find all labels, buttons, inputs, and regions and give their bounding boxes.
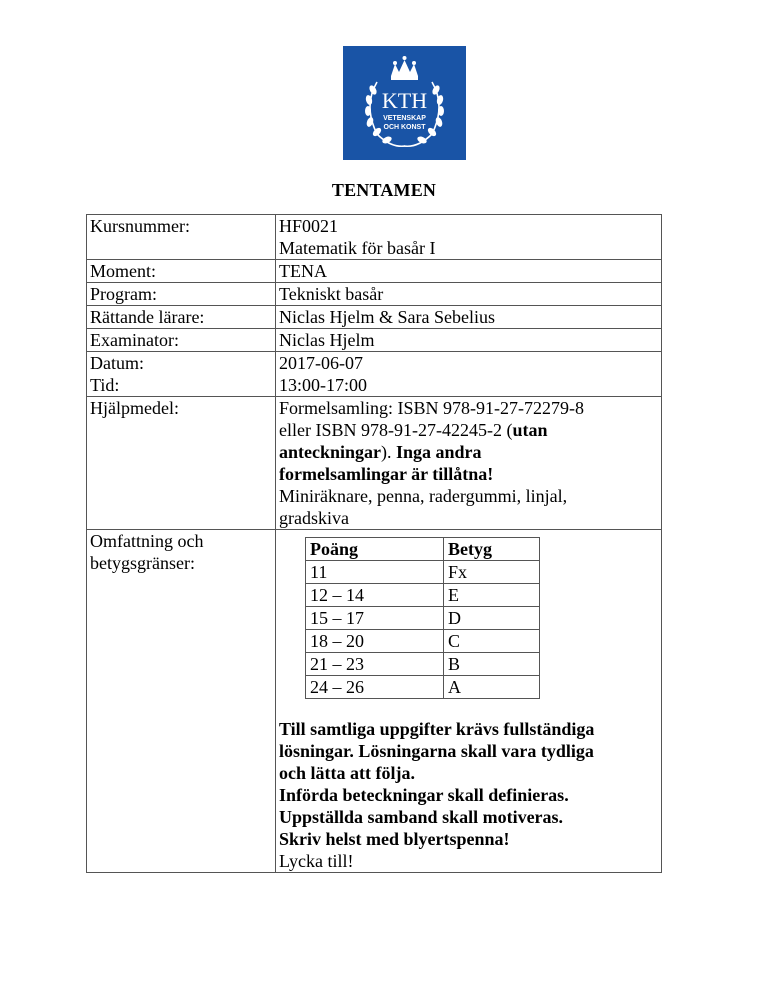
aids-line-2 — [279, 419, 657, 441]
course-name: Matematik för basår I — [279, 238, 436, 258]
table-row-examinator — [87, 329, 662, 352]
grade-row — [306, 584, 540, 607]
value-hjalpmedel — [276, 397, 662, 530]
logo-text-kth: KTH — [381, 88, 428, 113]
exam-info-table — [86, 214, 662, 873]
value-kurs — [276, 215, 662, 260]
value-examinator: Niclas Hjelm — [276, 329, 662, 352]
instruction-line: Uppställda samband skall motiveras. — [279, 807, 564, 827]
label-omfattning-2: betygsgränser: — [90, 553, 195, 573]
instruction-line: lösningar. Lösningarna skall vara tydliga — [279, 741, 594, 761]
grade-points: 24 – 26 — [306, 676, 444, 699]
label-program: Program: — [87, 283, 276, 306]
label-moment: Moment: — [87, 260, 276, 283]
label-examinator: Examinator: — [87, 329, 276, 352]
aids-line-4: formelsamlingar är tillåtna! — [279, 464, 494, 484]
page-title: TENTAMEN — [331, 180, 437, 200]
grade-header-grade-text: Betyg — [448, 539, 492, 559]
label-omfattning-1: Omfattning och — [90, 531, 204, 551]
instruction-line: Införda beteckningar skall definieras. — [279, 785, 569, 805]
grade-table — [305, 537, 540, 699]
logo-text-line-1: VETENSKAP — [383, 115, 426, 122]
label-tid: Tid: — [90, 375, 120, 395]
value-tid: 13:00-17:00 — [279, 375, 367, 395]
grade-letter: D — [444, 607, 540, 630]
grade-points: 12 – 14 — [306, 584, 444, 607]
label-datum-tid — [87, 352, 276, 397]
aids-line-1: Formelsamling: ISBN 978-91-27-72279-8 — [279, 398, 584, 418]
value-datum: 2017-06-07 — [279, 353, 363, 373]
course-code: HF0021 — [279, 216, 339, 236]
value-datum-tid — [276, 352, 662, 397]
table-row-datum-tid — [87, 352, 662, 397]
grade-row — [306, 561, 540, 584]
grade-header-grade — [444, 538, 540, 561]
grade-row — [306, 607, 540, 630]
label-omfattning — [87, 530, 276, 873]
value-program: Tekniskt basår — [276, 283, 662, 306]
aids-line-3-bold: anteckningar — [279, 442, 382, 462]
value-moment: TENA — [276, 260, 662, 283]
label-datum: Datum: — [90, 353, 144, 373]
aids-line-5: Miniräknare, penna, radergummi, linjal, — [279, 486, 568, 506]
grade-header-row — [306, 538, 540, 561]
kth-crest-icon — [343, 46, 466, 160]
grade-letter: Fx — [444, 561, 540, 584]
table-row-omfattning — [87, 530, 662, 873]
table-row-program — [87, 283, 662, 306]
label-hjalpmedel: Hjälpmedel: — [87, 397, 276, 530]
table-row-hjalpmedel — [87, 397, 662, 530]
grade-points: 18 – 20 — [306, 630, 444, 653]
grade-letter: E — [444, 584, 540, 607]
grade-points: 21 – 23 — [306, 653, 444, 676]
grade-points: 11 — [306, 561, 444, 584]
instruction-line: Till samtliga uppgifter krävs fullständiga — [279, 719, 595, 739]
value-larare: Niclas Hjelm & Sara Sebelius — [276, 306, 662, 329]
grade-row — [306, 676, 540, 699]
grade-table-wrap — [279, 530, 657, 699]
grade-header-points — [306, 538, 444, 561]
logo-text-line-2: OCH KONST — [383, 124, 426, 131]
grade-points: 15 – 17 — [306, 607, 444, 630]
closing-text: Lycka till! — [279, 851, 354, 871]
grade-header-points-text: Poäng — [310, 539, 359, 559]
grade-letter: C — [444, 630, 540, 653]
grade-row — [306, 653, 540, 676]
grade-letter: B — [444, 653, 540, 676]
label-larare: Rättande lärare: — [87, 306, 276, 329]
value-omfattning — [276, 530, 662, 873]
aids-line-3-bold-2: Inga andra — [396, 442, 482, 462]
table-row-kurs — [87, 215, 662, 260]
kth-logo — [343, 46, 466, 160]
instruction-line: Skriv helst med blyertspenna! — [279, 829, 510, 849]
aids-line-6: gradskiva — [279, 508, 349, 528]
aids-line-2-bold: utan — [512, 420, 548, 440]
label-kursnummer: Kursnummer: — [87, 215, 276, 260]
instruction-line: och lätta att följa. — [279, 763, 415, 783]
grade-letter: A — [444, 676, 540, 699]
aids-line-2-text: eller ISBN 978-91-27-42245-2 ( — [279, 420, 513, 440]
aids-line-3-text: ). — [381, 442, 397, 462]
aids-line-3 — [279, 441, 657, 463]
instructions — [279, 718, 657, 872]
grade-row — [306, 630, 540, 653]
table-row-larare — [87, 306, 662, 329]
table-row-moment — [87, 260, 662, 283]
